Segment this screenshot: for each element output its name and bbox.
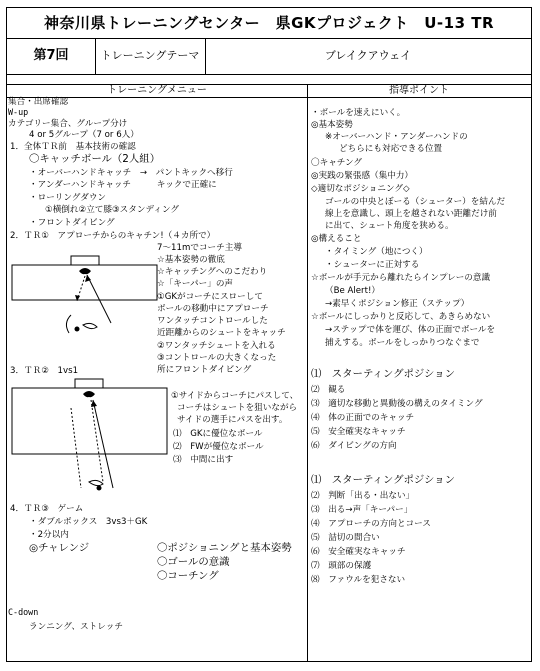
point-line: ◎構えること [311, 234, 362, 244]
tr1-field-diagram [11, 255, 159, 337]
point-line: ※オーバーハンド・アンダーハンドの [325, 132, 468, 142]
menu-line: 〇コーチング [157, 570, 219, 582]
point-line: ⑵ 観る [311, 385, 346, 395]
menu-line: 〇ゴールの意識 [157, 556, 230, 568]
curve-arrow [66, 315, 71, 333]
menu-line: ①サイドからコーチにパスして、 [171, 391, 299, 401]
point-line: ⑸ 詰切の間合い [311, 533, 380, 543]
point-line: →ステップで体を運び、体の正面でボールを [325, 325, 496, 335]
goalkeeper-icon [83, 391, 95, 397]
menu-line: ☆基本姿勢の徹底 [157, 255, 225, 265]
menu-line: ・アンダーハンドキャッチ キックで正確に [29, 180, 217, 190]
point-line: に出て、シュート角度を狭める。 [325, 221, 454, 231]
goal-icon [71, 256, 99, 265]
point-line: ・タイミング（地につく） [325, 247, 428, 257]
column-divider [307, 97, 308, 661]
session-number: 第7回 [7, 38, 96, 74]
menu-line: 〇キャッチボール（2人組） [29, 153, 161, 165]
menu-line: 2．ＴＲ① アプローチからのキャチン!（４カ所で） [10, 231, 216, 241]
point-line: ⑷ 体の正面でのキャッチ [311, 413, 415, 423]
menu-line: 4 or 5グループ（7 or 6人） [29, 130, 139, 140]
point-line: 〇キャチング [311, 158, 362, 168]
menu-line: ⑵ FWが優位なボール [173, 442, 264, 452]
point-line: →素早くポジション修正（ステップ） [325, 299, 470, 309]
goal-icon [75, 379, 103, 388]
menu-line: ③コントロールの大きくなった [157, 353, 277, 363]
movement-arrow [71, 408, 81, 488]
arrow-head-icon [91, 400, 97, 407]
menu-line: ・ローリングダウン [29, 193, 107, 203]
tr2-field-diagram [11, 378, 169, 496]
point-line: 捕えする。ボールをしっかりつなぐまで [325, 338, 480, 348]
menu-line: サイドの選手にパスを出す。 [177, 415, 288, 425]
point-line: （Be Alert!） [325, 286, 381, 296]
point-line: ☆ボールが手元から離れたらインプレーの意識 [311, 273, 491, 283]
point-line: ⑹ 安全確実なキャッチ [311, 547, 406, 557]
ball-icon [75, 327, 80, 332]
menu-line: 4．ＴＲ③ ゲーム [10, 504, 84, 514]
menu-line: 近距離からのシュートをキャッチ [157, 328, 286, 338]
point-line: ☆ボールにしっかりと反応して、あきらめない [311, 312, 491, 322]
menu-line: ・2分以内 [29, 530, 69, 540]
point-line: ◎実践の緊張感（集中力） [311, 171, 414, 181]
training-plan-sheet [6, 7, 532, 662]
point-line: ⑴ スターティングポジション [311, 368, 455, 380]
menu-column-header: トレーニングメニュー [7, 84, 308, 98]
ball-icon [97, 486, 102, 491]
menu-line: ②ワンタッチシュートを入れる [157, 341, 276, 351]
menu-line: ・フロントダイビング [29, 218, 115, 228]
point-line: 線上を意識し、頭上を越されない距離だけ前 [325, 209, 497, 219]
point-line: ⑸ 安全確実なキャッチ [311, 427, 406, 437]
menu-line: W-up [8, 107, 29, 117]
pass-arrow [87, 275, 111, 323]
point-line: ⑻ ファウルを犯さない [311, 575, 406, 585]
menu-line: ・オーバーハンドキャッチ → パントキックへ移行 [29, 168, 233, 178]
menu-line: ☆キャッチングへのこだわり [157, 267, 268, 277]
menu-line: コーチはシュートを狙いながら [177, 403, 298, 413]
point-line: どちらにも対応できる位置 [339, 144, 443, 154]
menu-line: ⑶ 中間に出す [173, 455, 234, 465]
menu-line: ボールの移動中にアプローチ [157, 304, 269, 314]
menu-line: ☆「キーパー」の声 [157, 279, 234, 289]
player-icon [89, 480, 103, 485]
point-line: ◇適切なポジショニング◇ [311, 184, 410, 194]
penalty-area [12, 388, 167, 454]
point-line: ⑷ アプローチの方向とコース [311, 519, 431, 529]
point-line: ⑶ 出る→声「キーパー」 [311, 505, 413, 515]
menu-line: C-down [8, 607, 39, 617]
point-line: ・ボールを速えにいく。 [311, 108, 406, 118]
menu-line: ランニング、ストレッチ [29, 622, 123, 632]
menu-line: ⑴ GKに優位なボール [173, 429, 263, 439]
point-line: ⑶ 適切な移動と異動後の構えのタイミング [311, 399, 483, 409]
point-line: ◎基本姿勢 [311, 120, 353, 130]
movement-arrow [91, 400, 103, 482]
pass-arrow [93, 400, 113, 488]
page-title: 神奈川県トレーニングセンター 県GKプロジェクト U-13 TR [7, 8, 531, 39]
theme-row [7, 38, 531, 75]
menu-line: カテゴリー集合、グループ分け [8, 119, 128, 129]
point-line: ⑹ ダイビングの方向 [311, 441, 397, 451]
goalkeeper-icon [79, 268, 91, 274]
points-column-header: 指導ポイント [307, 84, 531, 98]
point-line: ⑴ スターティングポジション [311, 474, 455, 486]
theme-label: トレーニングテーマ [95, 38, 206, 74]
point-line: ・シューターに正対する [325, 260, 420, 270]
menu-line: ◎チャレンジ [29, 542, 90, 554]
theme-value: ブレイクアウェイ [324, 49, 412, 62]
menu-line: 7～11mでコーチ主導 [157, 243, 242, 253]
menu-line: ①横倒れ②立て膝③スタンディング [45, 205, 179, 215]
menu-line: ・ダブルボックス 3vs3＋GK [29, 517, 148, 527]
player-icon [83, 323, 97, 328]
point-line: ⑵ 判断「出る・出ない」 [311, 491, 415, 501]
menu-line: 3．ＴＲ② 1vs1 [10, 366, 79, 376]
point-line: ゴールの中央とぼーる（シューター）を結んだ [325, 197, 506, 207]
menu-line: 所にフロントダイビング [157, 365, 252, 375]
menu-line: 集合・出席確認 [8, 97, 69, 107]
point-line: ⑺ 頭部の保護 [311, 561, 372, 571]
menu-line: 1．全体ＴＲ前 基本技術の確認 [10, 142, 136, 152]
menu-line: 〇ポジショニングと基本姿勢 [157, 542, 292, 554]
menu-line: ワンタッチコントロールした [157, 316, 268, 326]
menu-line: ①GKがコーチにスローして [157, 292, 263, 302]
